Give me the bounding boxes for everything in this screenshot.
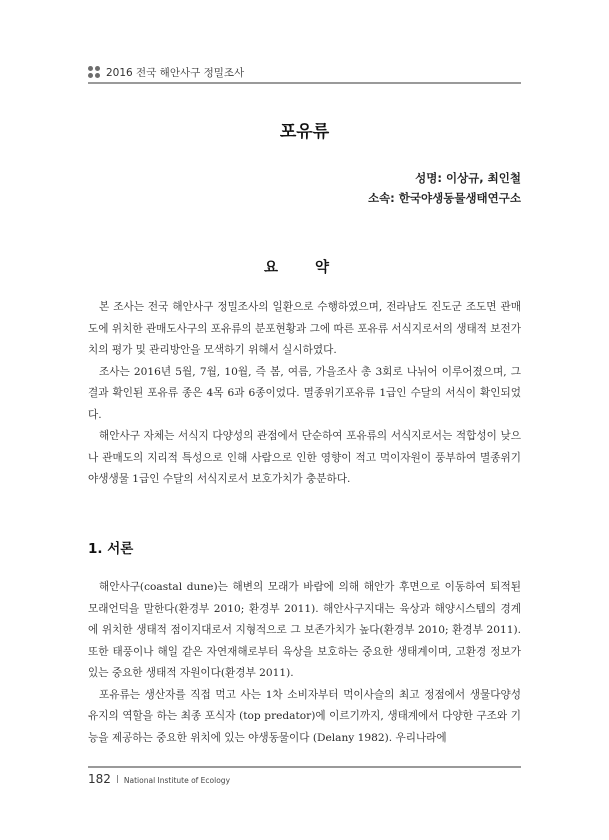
affiliation-line: 소속: 한국야생동물생태연구소 <box>367 191 521 205</box>
author-line: 성명: 이상규, 최인철 <box>415 171 521 185</box>
section-heading-introduction: 1. 서론 <box>88 541 134 557</box>
footer-separator <box>117 775 118 783</box>
abstract-paragraph: 본 조사는 전국 해안사구 정밀조사의 일환으로 수행하였으며, 전라남도 진도군 조도면 관매도에 위치한 관매도사구의 포유류의 분포현황과 그에 따른 포유류 서식지로서의 생태적 보전가치의 평가 및 관리방안을 모색하기 위해서 실시하였다. <box>88 301 521 356</box>
page-number: 182 <box>88 772 111 786</box>
footer-divider <box>88 766 521 768</box>
introduction-paragraph: 포유류는 생산자를 직접 먹고 사는 1차 소비자부터 먹이사슬의 최고 정점에서 생물다양성 유지의 역할을 하는 최종 포식자 (top predator)에 이르기까지, 생태계에서 다양한 구조와 기능을 제공하는 중요한 위치에 있는 야생동물이다 (Delany 1982). 우리나라에 <box>88 688 521 744</box>
header-divider <box>88 82 521 84</box>
introduction-body <box>88 577 521 749</box>
bullet-dots-icon <box>88 66 100 78</box>
abstract-paragraph: 조사는 2016년 5월, 7월, 10월, 즉 봄, 여름, 가을조사 총 3회로 나뉘어 이루어졌으며, 그 결과 확인된 포유류 종은 4목 6과 6종이었다. 멸종위기포유류 1급인 수달의 서식이 확인되었다. <box>88 365 521 421</box>
abstract-heading: 요 약 <box>263 260 346 276</box>
abstract-body <box>88 297 521 491</box>
abstract-paragraph: 해안사구 자체는 서식지 다양성의 관점에서 단순하여 포유류의 서식지로서는 적합성이 낮으나 관매도의 지리적 특성으로 인해 사람으로 인한 영향이 적고 먹이자원이 풍부하여 멸종위기야생생물 1급인 수달의 서식지로서 보호가치가 충분하다. <box>88 430 521 485</box>
running-title: 2016 전국 해안사구 정밀조사 <box>106 66 245 79</box>
running-header <box>88 62 521 82</box>
footer-institution: National Institute of Ecology <box>123 776 231 785</box>
introduction-paragraph: 해안사구(coastal dune)는 해변의 모래가 바람에 의해 해안가 후면으로 이동하여 퇴적된 모래언덕을 말한다(환경부 2010; 환경부 2011). 해안사구지대는 육상과 해양시스템의 경계에 위치한 생태적 점이지대로서 지형적으로 그 보존가치가 높다(환경부 2010; 환경부 2011). 또한 태풍이나 해일 같은 자연재해로부터 육상을 보호하는 중요한 생태계이며, 고환경 정보가 있는 중요한 생태적 자원이다(환경부 2011). <box>88 581 521 679</box>
page-footer <box>88 772 230 786</box>
article-title: 포유류 <box>279 122 330 142</box>
